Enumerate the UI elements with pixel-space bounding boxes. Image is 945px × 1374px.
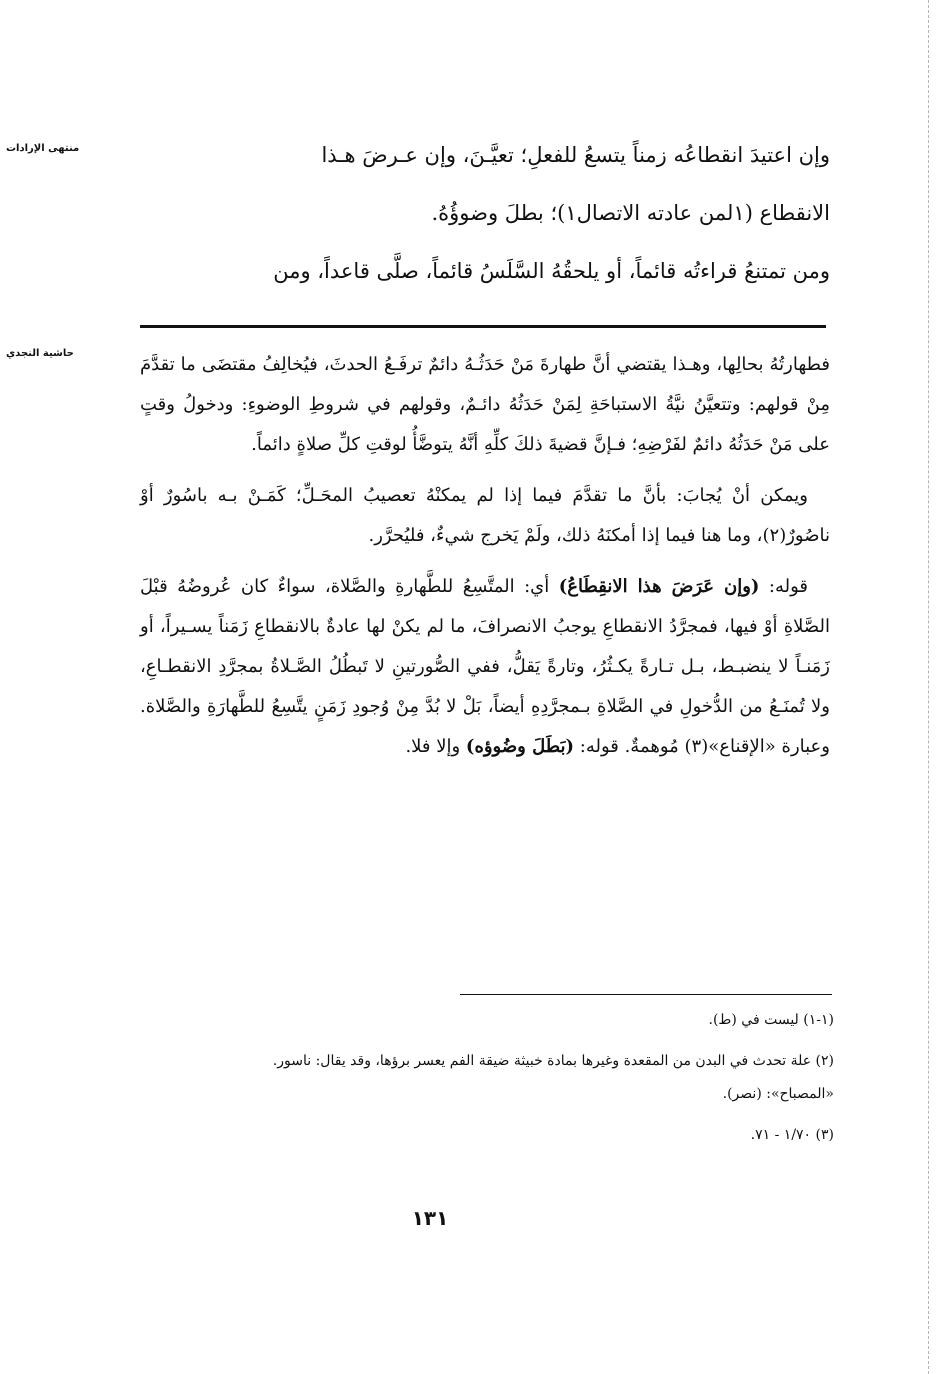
hashiya-paragraph-2: ويمكن أنْ يُجابَ: بأنَّ ما تقدَّمَ فيما إذا لم يمكنْهُ تعصيبُ المحَـلِّ؛ كَمَـنْ بـه باسُورٌ أوْ ناصُورٌ(٢)، وما هنا فيما إذا أمكنَهُ ذلك، ولَمْ يَخرج شيءٌ، فليُحرَّر. <box>140 485 830 546</box>
quoted-phrase-1: (وإن عَرَضَ هذا الانقِطَاعُ) <box>558 576 760 597</box>
commentary-text: أي: المتَّسِعُ للطَّهارةِ والصَّلاة، سواءٌ كان عُروضُهُ قبْلَ الصَّلاةِ أوْ فيها، فمجرَّدُ الانقطاعِ يوجبُ الانصرافَ، ما لم يكنْ لها عادةٌ بالانقطاعِ زَمَناً يسـيراً، أو زَمَنـاً لا ينضبـط، بـل تـارةً يكـثُرُ، وتارةً يَقلُّ، ففي الصُّورتينِ لا تَبطُلُ الصَّـلاةُ بمجرَّدِ الانقطـاعِ، ولا تُمنَـعُ من الدُّخولِ في الصَّلاةِ بـمجرَّدِهِ أيضاً، بَلْ لا بُدَّ مِنْ وُجودِ زَمَنٍ يتَّسِعُ للطَّهارَةِ والصَّلاة. وعبارة «الإقناع»(٣) مُوهمةٌ. قوله: <box>140 576 830 757</box>
matn-line-3: ومن تمتنعُ قراءتُه قائماً، أو يلحقُهُ السَّلَسُ قائماً، صلَّى قاعداً، ومن <box>273 259 830 283</box>
quote-intro: قوله: <box>759 576 808 597</box>
hashiya-paragraph-3 <box>140 567 830 767</box>
hashiya-source-label: حاشية النجدي <box>6 348 74 359</box>
commentary-end: وإلا فلا. <box>405 736 466 757</box>
footnote-2-line-1: (٢) علة تحدث في البدن من المقعدة وغيرها بمادة خبيثة ضيقة الفم يعسر برؤها، وقد يقال: ناسور. <box>272 1053 834 1069</box>
footnote-1: (١-١) ليست في (ط). <box>708 1012 834 1028</box>
scan-edge-line <box>928 0 929 1374</box>
quoted-phrase-2: (بَطَلَ وضُوؤه) <box>465 736 575 757</box>
footnote-3: (٣) ١/٧٠ - ٧١. <box>750 1127 834 1143</box>
footnote-divider <box>460 994 832 995</box>
footnote-2-line-2: «المصباح»: (نصر). <box>722 1086 834 1102</box>
hashiya-text <box>140 345 830 778</box>
matn-text <box>140 126 830 300</box>
matn-line-1: وإن اعتيدَ انقطاعُه زمناً يتسعُ للفعلِ؛ تعيَّـنَ، وإن عـرضَ هـذا <box>321 143 830 167</box>
matn-source-label: منتهى الإرادات <box>6 143 80 154</box>
matn-line-2: الانقطاع (١لمن عادته الاتصال١)؛ بطلَ وضوؤُهُ. <box>431 201 830 225</box>
footnotes <box>140 1004 834 1152</box>
page-number: ١٣١ <box>411 1206 449 1230</box>
hashiya-paragraph-1: فطهارتُهُ بحالِها، وهـذا يقتضي أنَّ طهارةَ مَنْ حَدَثُـهُ دائمٌ ترفَـعُ الحدثَ، فيُخالِفُ مقتضَى ما تقدَّمَ مِنْ قولهم: وتتعيَّنُ نيَّةُ الاستباحَةِ لِمَنْ حَدَثُهُ دائـمٌ، وقولهم في شروطِ الوضوءِ: ودخولُ وقتٍ على مَنْ حَدَثُهُ دائمٌ لفَرْضِهِ؛ فـإنَّ قضيةَ ذلكَ كلِّهِ أنَّهُ يتوضَّأُ لوقتِ كلِّ صلاةٍ دائماً. <box>140 354 830 455</box>
section-divider <box>140 325 826 328</box>
